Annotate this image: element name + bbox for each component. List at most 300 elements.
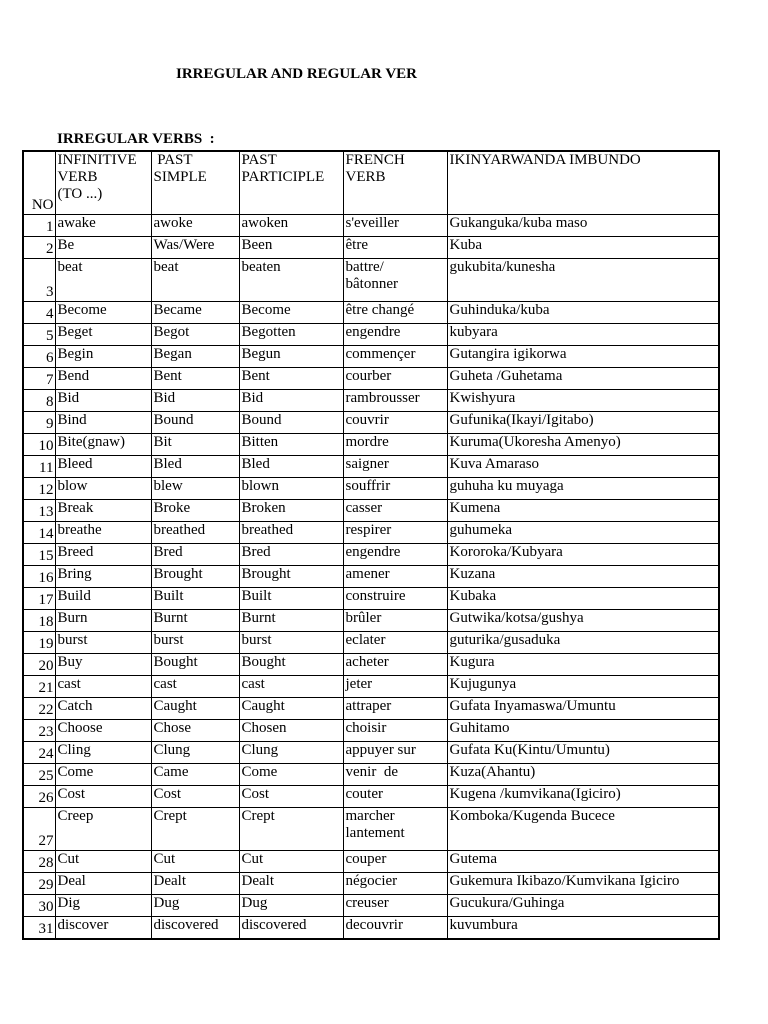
cell-past-simple-text: cast	[153, 676, 177, 692]
cell-french	[343, 720, 447, 742]
cell-french	[343, 478, 447, 500]
cell-past-simple	[151, 324, 239, 346]
cell-french-text: mordre	[345, 434, 389, 450]
cell-past-participle	[239, 302, 343, 324]
cell-infinitive	[55, 566, 151, 588]
cell-infinitive-text: Come	[57, 764, 94, 780]
cell-french	[343, 676, 447, 698]
cell-french	[343, 873, 447, 895]
cell-kinyarwanda-text: Guhinduka/kuba	[449, 302, 550, 318]
cell-french-text: marcher lantement	[345, 808, 405, 841]
cell-no-text: 28	[38, 855, 54, 871]
table-row	[23, 720, 719, 742]
cell-kinyarwanda-text: Kwishyura	[449, 390, 516, 406]
cell-infinitive	[55, 632, 151, 654]
cell-infinitive-text: blow	[57, 478, 88, 494]
cell-kinyarwanda	[447, 873, 719, 895]
cell-infinitive	[55, 851, 151, 873]
table-row	[23, 676, 719, 698]
cell-past-participle	[239, 676, 343, 698]
cell-past-participle	[239, 215, 343, 237]
cell-past-participle-text: Bid	[241, 390, 264, 406]
cell-infinitive-text: Break	[57, 500, 94, 516]
cell-no-text: 17	[38, 592, 54, 608]
cell-no	[23, 873, 55, 895]
cell-no-text: 26	[38, 790, 54, 806]
cell-french	[343, 434, 447, 456]
cell-past-participle-text: Broken	[241, 500, 286, 516]
cell-kinyarwanda	[447, 412, 719, 434]
cell-past-simple	[151, 808, 239, 851]
cell-kinyarwanda	[447, 544, 719, 566]
cell-french	[343, 544, 447, 566]
cell-infinitive-text: Choose	[57, 720, 103, 736]
table-row	[23, 215, 719, 237]
cell-infinitive	[55, 720, 151, 742]
cell-infinitive	[55, 588, 151, 610]
cell-kinyarwanda-text: guturika/gusaduka	[449, 632, 561, 648]
cell-kinyarwanda-text: Kugura	[449, 654, 495, 670]
verbs-table	[22, 150, 720, 940]
cell-no	[23, 368, 55, 390]
cell-past-simple	[151, 522, 239, 544]
cell-past-simple-text: awoke	[153, 215, 193, 231]
cell-french	[343, 500, 447, 522]
table-row	[23, 895, 719, 917]
cell-kinyarwanda-text: Guhitamo	[449, 720, 510, 736]
cell-past-participle	[239, 873, 343, 895]
cell-kinyarwanda-text: Kumena	[449, 500, 501, 516]
cell-past-simple	[151, 390, 239, 412]
table-row	[23, 808, 719, 851]
cell-past-simple	[151, 237, 239, 259]
cell-past-simple-text: Built	[153, 588, 184, 604]
header-past-simple	[151, 151, 239, 215]
cell-past-participle	[239, 522, 343, 544]
cell-past-participle	[239, 324, 343, 346]
cell-kinyarwanda-text: Kubaka	[449, 588, 497, 604]
cell-past-participle-text: Cost	[241, 786, 270, 802]
cell-french-text: rambrousser	[345, 390, 420, 406]
cell-french-text: couper	[345, 851, 387, 867]
cell-past-simple	[151, 588, 239, 610]
table-row	[23, 434, 719, 456]
cell-past-participle	[239, 259, 343, 302]
cell-no-text: 6	[46, 350, 54, 366]
cell-french-text: battre/ bâtonner	[345, 259, 398, 292]
header-french	[343, 151, 447, 215]
cell-past-simple	[151, 698, 239, 720]
cell-infinitive	[55, 456, 151, 478]
cell-infinitive	[55, 237, 151, 259]
cell-kinyarwanda-text: guhuha ku muyaga	[449, 478, 564, 494]
cell-french-text: négocier	[345, 873, 398, 889]
cell-infinitive-text: Begin	[57, 346, 94, 362]
cell-french-text: être changé	[345, 302, 415, 318]
cell-no-text: 25	[38, 768, 54, 784]
cell-kinyarwanda	[447, 764, 719, 786]
cell-no-text: 24	[38, 746, 54, 762]
cell-past-participle	[239, 368, 343, 390]
cell-no	[23, 786, 55, 808]
cell-kinyarwanda-text: Kujugunya	[449, 676, 517, 692]
cell-infinitive-text: Bring	[57, 566, 92, 582]
cell-past-participle-text: blown	[241, 478, 279, 494]
cell-kinyarwanda	[447, 302, 719, 324]
table-row	[23, 346, 719, 368]
cell-past-participle-text: Chosen	[241, 720, 287, 736]
cell-infinitive-text: discover	[57, 917, 109, 933]
cell-french-text: casser	[345, 500, 383, 516]
cell-kinyarwanda-text: Kuva Amaraso	[449, 456, 540, 472]
cell-french	[343, 588, 447, 610]
table-row	[23, 368, 719, 390]
cell-infinitive	[55, 895, 151, 917]
cell-kinyarwanda-text: Kugena /kumvikana(Igiciro)	[449, 786, 621, 802]
cell-past-simple-text: Bent	[153, 368, 182, 384]
table-row	[23, 302, 719, 324]
cell-past-simple	[151, 742, 239, 764]
cell-past-participle	[239, 786, 343, 808]
table-row	[23, 786, 719, 808]
cell-kinyarwanda	[447, 654, 719, 676]
cell-past-simple	[151, 632, 239, 654]
cell-no	[23, 851, 55, 873]
cell-infinitive-text: Be	[57, 237, 75, 253]
cell-no	[23, 434, 55, 456]
cell-french	[343, 654, 447, 676]
cell-past-participle	[239, 610, 343, 632]
cell-french	[343, 632, 447, 654]
header-past-participle-label: PAST PARTICIPLE	[241, 152, 325, 185]
cell-no	[23, 390, 55, 412]
cell-french-text: être	[345, 237, 368, 253]
cell-infinitive-text: awake	[57, 215, 96, 231]
cell-past-simple-text: beat	[153, 259, 179, 275]
cell-no-text: 20	[38, 658, 54, 674]
cell-no	[23, 566, 55, 588]
cell-no	[23, 522, 55, 544]
cell-infinitive	[55, 544, 151, 566]
cell-french-text: choisir	[345, 720, 387, 736]
cell-french-text: construire	[345, 588, 406, 604]
cell-past-participle	[239, 588, 343, 610]
cell-past-simple	[151, 786, 239, 808]
cell-past-participle	[239, 851, 343, 873]
cell-past-participle-text: Dug	[241, 895, 268, 911]
cell-french	[343, 742, 447, 764]
cell-past-participle-text: Bought	[241, 654, 286, 670]
cell-kinyarwanda	[447, 917, 719, 940]
table-row	[23, 654, 719, 676]
cell-past-simple	[151, 895, 239, 917]
cell-past-simple-text: discovered	[153, 917, 219, 933]
cell-no	[23, 610, 55, 632]
cell-kinyarwanda-text: Gukemura Ikibazo/Kumvikana Igiciro	[449, 873, 680, 889]
cell-past-participle-text: awoken	[241, 215, 289, 231]
cell-past-simple-text: blew	[153, 478, 183, 494]
cell-no	[23, 895, 55, 917]
cell-no-text: 19	[38, 636, 54, 652]
cell-no	[23, 500, 55, 522]
cell-kinyarwanda-text: Gucukura/Guhinga	[449, 895, 565, 911]
cell-past-participle-text: beaten	[241, 259, 281, 275]
header-no: NO	[23, 151, 55, 215]
cell-no	[23, 698, 55, 720]
cell-past-participle-text: Bitten	[241, 434, 279, 450]
cell-kinyarwanda-text: Gufata Inyamaswa/Umuntu	[449, 698, 616, 714]
cell-infinitive	[55, 478, 151, 500]
cell-french-text: engendre	[345, 324, 401, 340]
cell-past-simple-text: Bit	[153, 434, 172, 450]
cell-no-text: 11	[39, 460, 54, 476]
cell-past-simple-text: Became	[153, 302, 202, 318]
cell-no-text: 5	[46, 328, 54, 344]
cell-kinyarwanda	[447, 895, 719, 917]
cell-past-simple-text: Chose	[153, 720, 191, 736]
cell-kinyarwanda	[447, 500, 719, 522]
cell-kinyarwanda	[447, 676, 719, 698]
cell-kinyarwanda	[447, 610, 719, 632]
cell-no-text: 4	[46, 306, 54, 322]
cell-past-participle	[239, 478, 343, 500]
cell-infinitive-text: Bleed	[57, 456, 93, 472]
cell-past-simple	[151, 368, 239, 390]
cell-past-simple-text: Cut	[153, 851, 176, 867]
cell-infinitive	[55, 917, 151, 940]
cell-no-text: 23	[38, 724, 54, 740]
table-row	[23, 698, 719, 720]
section-title: IRREGULAR VERBS :	[57, 131, 215, 147]
table-row	[23, 917, 719, 940]
cell-infinitive-text: breathe	[57, 522, 102, 538]
cell-french	[343, 390, 447, 412]
cell-french-text: jeter	[345, 676, 373, 692]
cell-french	[343, 368, 447, 390]
cell-past-participle-text: Caught	[241, 698, 285, 714]
cell-french	[343, 786, 447, 808]
cell-infinitive	[55, 215, 151, 237]
cell-french-text: amener	[345, 566, 390, 582]
cell-past-participle	[239, 895, 343, 917]
cell-kinyarwanda-text: Kuzana	[449, 566, 496, 582]
cell-infinitive-text: Buy	[57, 654, 83, 670]
cell-kinyarwanda	[447, 215, 719, 237]
cell-past-participle-text: Bent	[241, 368, 270, 384]
cell-no	[23, 654, 55, 676]
cell-french	[343, 237, 447, 259]
cell-past-simple-text: Was/Were	[153, 237, 215, 253]
cell-past-participle	[239, 654, 343, 676]
cell-no-text: 16	[38, 570, 54, 586]
cell-no-text: 13	[38, 504, 54, 520]
header-kinyarwanda	[447, 151, 719, 215]
cell-past-simple	[151, 764, 239, 786]
cell-kinyarwanda	[447, 434, 719, 456]
cell-no	[23, 720, 55, 742]
cell-kinyarwanda	[447, 588, 719, 610]
cell-past-participle-text: burst	[241, 632, 272, 648]
cell-kinyarwanda-text: Gufunika(Ikayi/Igitabo)	[449, 412, 594, 428]
cell-kinyarwanda	[447, 390, 719, 412]
cell-past-simple-text: Bred	[153, 544, 183, 560]
cell-past-simple-text: Brought	[153, 566, 203, 582]
cell-infinitive	[55, 808, 151, 851]
cell-infinitive	[55, 302, 151, 324]
cell-past-participle	[239, 566, 343, 588]
cell-past-participle-text: breathed	[241, 522, 294, 538]
cell-past-simple-text: Crept	[153, 808, 187, 824]
table-row	[23, 324, 719, 346]
table-row	[23, 522, 719, 544]
table-row	[23, 456, 719, 478]
cell-infinitive	[55, 368, 151, 390]
cell-infinitive	[55, 434, 151, 456]
cell-no	[23, 742, 55, 764]
cell-no-text: 2	[46, 241, 54, 257]
cell-past-participle-text: Become	[241, 302, 291, 318]
table-row	[23, 390, 719, 412]
cell-infinitive-text: cast	[57, 676, 81, 692]
cell-no-text: 22	[38, 702, 54, 718]
cell-past-simple	[151, 500, 239, 522]
cell-past-participle	[239, 917, 343, 940]
cell-infinitive-text: Bind	[57, 412, 87, 428]
cell-past-participle-text: Bred	[241, 544, 271, 560]
cell-french	[343, 851, 447, 873]
cell-kinyarwanda	[447, 478, 719, 500]
cell-no-text: 10	[38, 438, 54, 454]
table-row	[23, 742, 719, 764]
cell-no	[23, 302, 55, 324]
cell-past-simple	[151, 720, 239, 742]
cell-infinitive-text: burst	[57, 632, 88, 648]
cell-kinyarwanda-text: gukubita/kunesha	[449, 259, 556, 275]
cell-infinitive-text: Catch	[57, 698, 93, 714]
cell-no	[23, 324, 55, 346]
table-row	[23, 588, 719, 610]
cell-past-simple	[151, 566, 239, 588]
cell-past-participle-text: Built	[241, 588, 272, 604]
cell-no	[23, 917, 55, 940]
cell-past-participle	[239, 742, 343, 764]
cell-past-participle-text: Burnt	[241, 610, 276, 626]
cell-french	[343, 917, 447, 940]
cell-past-simple-text: Cost	[153, 786, 182, 802]
cell-infinitive	[55, 412, 151, 434]
cell-past-participle-text: Bound	[241, 412, 282, 428]
table-row	[23, 237, 719, 259]
table-row	[23, 500, 719, 522]
cell-past-participle-text: Crept	[241, 808, 275, 824]
cell-no	[23, 808, 55, 851]
cell-french	[343, 324, 447, 346]
cell-no-text: 29	[38, 877, 54, 893]
document-title: IRREGULAR AND REGULAR VER	[176, 66, 418, 82]
cell-past-simple	[151, 676, 239, 698]
cell-past-participle-text: Bled	[241, 456, 270, 472]
cell-past-simple	[151, 478, 239, 500]
cell-no	[23, 412, 55, 434]
cell-french	[343, 566, 447, 588]
cell-no-text: 31	[38, 921, 54, 937]
cell-past-participle	[239, 456, 343, 478]
cell-kinyarwanda-text: Guheta /Guhetama	[449, 368, 563, 384]
cell-infinitive-text: Bend	[57, 368, 90, 384]
cell-french-text: acheter	[345, 654, 389, 670]
cell-infinitive-text: Build	[57, 588, 91, 604]
header-french-label: FRENCH VERB	[345, 152, 405, 185]
cell-past-simple	[151, 851, 239, 873]
header-past-participle	[239, 151, 343, 215]
cell-kinyarwanda	[447, 742, 719, 764]
cell-past-simple-text: Came	[153, 764, 189, 780]
cell-infinitive-text: Burn	[57, 610, 88, 626]
cell-infinitive	[55, 390, 151, 412]
cell-past-simple	[151, 412, 239, 434]
cell-kinyarwanda-text: Kororoka/Kubyara	[449, 544, 563, 560]
cell-past-participle	[239, 434, 343, 456]
cell-no	[23, 456, 55, 478]
cell-kinyarwanda	[447, 456, 719, 478]
header-infinitive	[55, 151, 151, 215]
cell-kinyarwanda	[447, 368, 719, 390]
cell-no	[23, 764, 55, 786]
cell-past-participle	[239, 720, 343, 742]
cell-kinyarwanda-text: Kuruma(Ukoresha Amenyo)	[449, 434, 621, 450]
cell-no	[23, 544, 55, 566]
cell-past-participle-text: Begotten	[241, 324, 296, 340]
cell-kinyarwanda-text: Gutwika/kotsa/gushya	[449, 610, 584, 626]
cell-past-simple	[151, 259, 239, 302]
cell-no	[23, 632, 55, 654]
cell-infinitive	[55, 346, 151, 368]
cell-french-text: saigner	[345, 456, 389, 472]
cell-french	[343, 456, 447, 478]
cell-past-simple	[151, 456, 239, 478]
cell-no-text: 18	[38, 614, 54, 630]
cell-no-text: 14	[38, 526, 54, 542]
cell-french	[343, 259, 447, 302]
cell-kinyarwanda-text: Komboka/Kugenda Bucece	[449, 808, 615, 824]
cell-kinyarwanda-text: kuvumbura	[449, 917, 518, 933]
cell-past-participle-text: discovered	[241, 917, 307, 933]
cell-kinyarwanda	[447, 698, 719, 720]
cell-past-simple-text: Bought	[153, 654, 198, 670]
cell-past-simple	[151, 917, 239, 940]
cell-infinitive	[55, 610, 151, 632]
cell-kinyarwanda	[447, 786, 719, 808]
cell-infinitive-text: Bid	[57, 390, 80, 406]
header-past-simple-label: PAST SIMPLE	[153, 152, 207, 185]
cell-past-simple	[151, 873, 239, 895]
cell-french-text: engendre	[345, 544, 401, 560]
cell-past-simple	[151, 346, 239, 368]
table-row	[23, 259, 719, 302]
cell-kinyarwanda	[447, 346, 719, 368]
cell-kinyarwanda	[447, 259, 719, 302]
cell-kinyarwanda-text: guhumeka	[449, 522, 512, 538]
cell-french-text: respirer	[345, 522, 392, 538]
cell-past-simple-text: burst	[153, 632, 184, 648]
cell-past-simple-text: Dealt	[153, 873, 186, 889]
cell-no	[23, 346, 55, 368]
cell-past-simple-text: Bled	[153, 456, 182, 472]
cell-no-text: 15	[38, 548, 54, 564]
cell-infinitive	[55, 786, 151, 808]
cell-french-text: souffrir	[345, 478, 391, 494]
cell-past-simple-text: Clung	[153, 742, 191, 758]
